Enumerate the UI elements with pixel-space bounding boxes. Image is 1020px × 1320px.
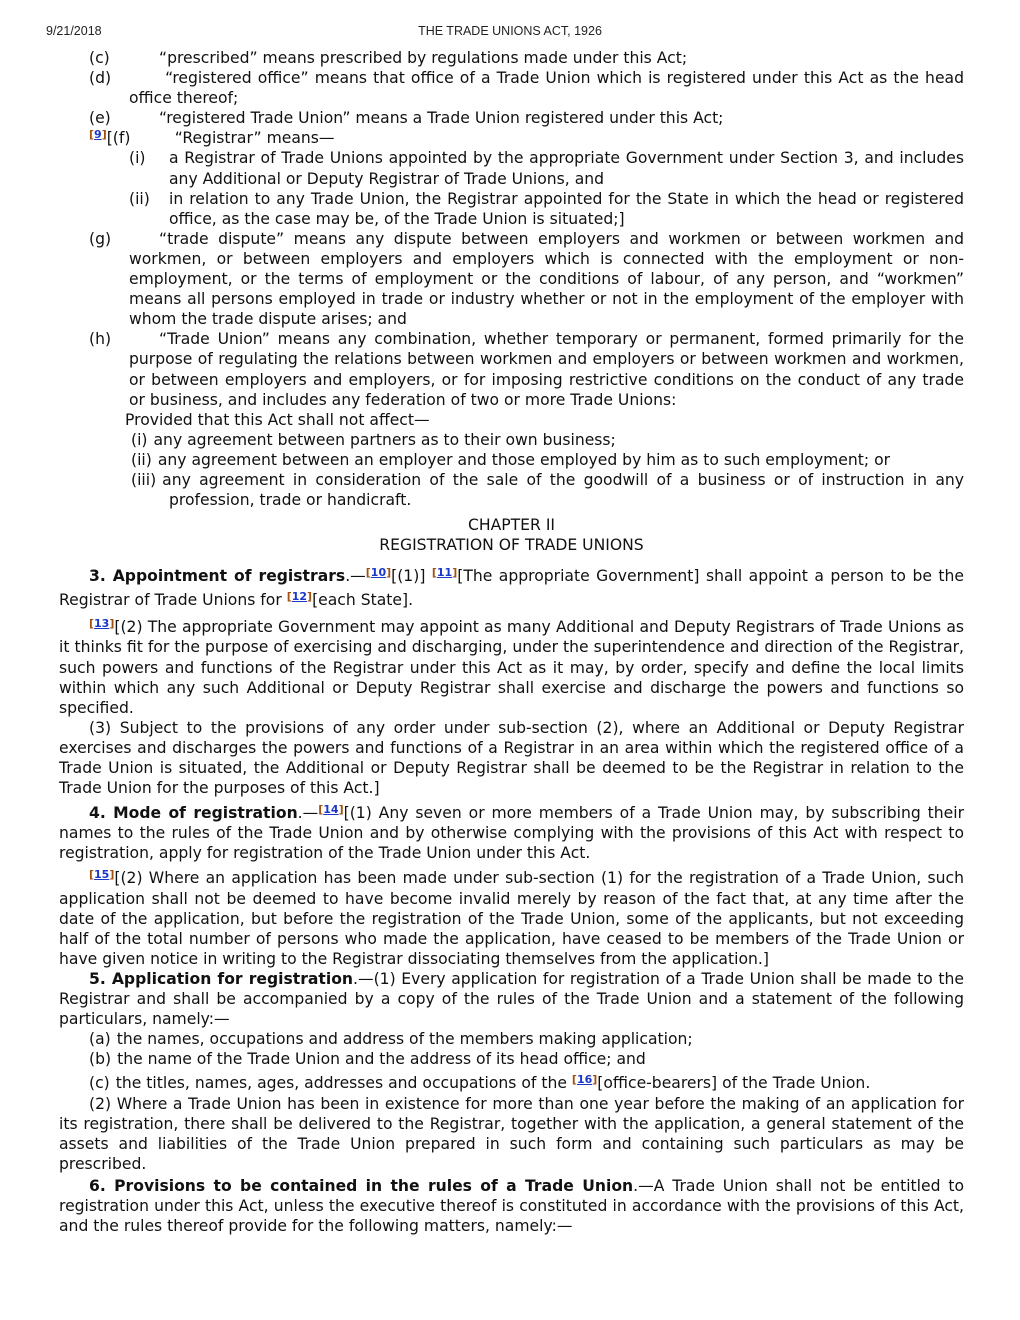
proviso-item-i: (i) any agreement between partners as to their own business; [131, 430, 616, 449]
section-5-item-b: (b) the name of the Trade Union and the address of its head office; and [89, 1050, 646, 1069]
section-5-item-c: (c) the titles, names, ages, addresses and occupations of the [16][office-bearers] of the Trade Union. [89, 1073, 871, 1093]
footnote-link-15[interactable]: [15] [89, 868, 115, 882]
section-5-subsection-2: (2) Where a Trade Union has been in existence for more than one year before the making of an application for its registration, there shall be delivered to the Registrar, together with the application, a general statement of the assets and liabilities of the Trade Union prepared in such form and containing such particulars as may be prescribed. [59, 1094, 964, 1173]
footnote-link-14[interactable]: [14] [318, 803, 344, 817]
footnote-link-9[interactable]: [9] [89, 128, 107, 142]
section-6: 6. Provisions to be contained in the rules of a Trade Union.—A Trade Union shall not be entitled to registration under this Act, unless the executive thereof is constituted in accordance with the provisions of this Act, and the rules thereof provide for the following matters, namely:— [59, 1176, 964, 1236]
footnote-link-16[interactable]: [16] [571, 1073, 598, 1087]
section-3-subsection-3: (3) Subject to the provisions of any order under sub-section (2), where an Additional or Deputy Registrar exercises and discharges the powers and functions of a Registrar in an area within which the registered office of a Trade Union is situated, the Additional or Deputy Registrar shall be deemed to be the Registrar in relation to the Trade Union for the purposes of this Act.] [59, 718, 964, 798]
clause-label: (h) [89, 330, 112, 349]
clause-text: “registered Trade Union” means a Trade Union registered under this Act; [159, 109, 724, 128]
section-4: 4. Mode of registration.—[14][(1) Any seven or more members of a Trade Union may, by subscribing their names to the rules of the Trade Union and by otherwise complying with the provisions of this Act with respect to registration, apply for registration of the Trade Union under this Act. [59, 803, 964, 863]
chapter-title: REGISTRATION OF TRADE UNIONS [379, 536, 644, 555]
item-label: (i) [129, 149, 146, 168]
footnote-link-12[interactable]: [12] [286, 590, 313, 604]
document-running-title: THE TRADE UNIONS ACT, 1926 [418, 24, 602, 38]
definition-f [59, 128, 964, 148]
clause-text: “Registrar” means— [174, 129, 335, 148]
clause-text: “registered office” means that office of a Trade Union which is registered under this Act as the head office thereof; [129, 69, 964, 108]
definition-e [59, 108, 964, 128]
section-heading: 6. Provisions to be contained in the rules of a Trade Union [89, 1176, 634, 1195]
item-text: in relation to any Trade Union, the Registrar appointed for the State in which the head or registered office, as the case may be, of the Trade Union is situated;] [169, 189, 964, 228]
section-4-subsection-2: [15][(2) Where an application has been made under sub-section (1) for the registration of a Trade Union, such application shall not be deemed to have become invalid merely by reason of the fact that, at any time after the date of the application, but before the registration of the Trade Union, some of the applicants, but not exceeding half of the total number of persons who made the application, have ceased to be members of the Trade Union or have given notice in writing to the Registrar dissociating themselves from the application.] [59, 868, 964, 968]
clause-label: [(f) [106, 129, 131, 148]
section-heading: 3. Appointment of registrars [89, 567, 346, 586]
definition-f-item-i [59, 148, 964, 188]
print-date: 9/21/2018 [46, 24, 102, 38]
section-3: 3. Appointment of registrars.—[10][(1)] [11][The appropriate Government] shall appoint a person to be the Registrar of Trade Unions for [12][each State]. [59, 566, 965, 610]
section-3-subsection-2: [13][(2) The appropriate Government may appoint as many Additional and Deputy Registrars of Trade Unions as it thinks fit for the purpose of exercising and discharging, under the superintendence and direction of the Registrar, such powers and functions of the Registrar under this Act as it may, by order, specify and define the local limits within which any such Additional or Deputy Registrar shall exercise and discharge the powers and functions so specified. [59, 617, 964, 717]
document-body [59, 48, 964, 1236]
clause-text: “Trade Union” means any combination, whether temporary or permanent, formed primarily for the purpose of regulating the relations between workmen and employers or between workmen and workmen, or between employers and employers, or for imposing restrictive conditions on the conduct of any trade or business, and includes any federation of two or more Trade Unions: [129, 330, 964, 409]
section-5-item-a: (a) the names, occupations and address of the members making application; [89, 1030, 693, 1049]
clause-text: “trade dispute” means any dispute between employers and workmen or between workmen and workmen, or between employers and employers which is connected with the employment or non-employment, or the terms of employment or the conditions of labour, of any person, and “workmen” means all persons employed in trade or industry whether or not in the employment of the employer with whom the trade dispute arises; and [129, 229, 964, 329]
section-heading: 4. Mode of registration [89, 804, 298, 823]
definition-f-item-ii [59, 189, 964, 229]
proviso-intro: Provided that this Act shall not affect— [125, 410, 430, 429]
definition-h [59, 329, 964, 409]
clause-label: (c) [89, 49, 110, 67]
definition-d [59, 68, 964, 108]
item-text: a Registrar of Trade Unions appointed by the appropriate Government under Section 3, and includes any Additional or Deputy Registrar of Trade Unions, and [169, 149, 964, 188]
chapter-number: CHAPTER II [467, 516, 556, 535]
proviso-item-ii: (ii) any agreement between an employer and those employed by him as to such employment; or [131, 450, 891, 469]
definition-g [59, 229, 964, 329]
item-label: (ii) [129, 189, 150, 208]
clause-text: “prescribed” means prescribed by regulations made under this Act; [159, 49, 688, 67]
footnote-link-10[interactable]: [10] [365, 566, 392, 580]
clause-label: (g) [89, 229, 112, 248]
section-5: 5. Application for registration.—(1) Every application for registration of a Trade Union shall be made to the Registrar and shall be accompanied by a copy of the rules of the Trade Union and a statement of the following particulars, namely:— [59, 969, 964, 1029]
clause-label: (e) [89, 109, 111, 128]
clause-label: (d) [89, 69, 112, 88]
footnote-link-13[interactable]: [13] [89, 617, 115, 631]
proviso-item-iii: (iii) any agreement in consideration of the sale of the goodwill of a business or of instruction in any profession, trade or handicraft. [131, 470, 964, 510]
footnote-link-11[interactable]: [11] [431, 566, 458, 580]
section-heading: 5. Application for registration [89, 969, 354, 988]
definition-c [59, 48, 964, 68]
